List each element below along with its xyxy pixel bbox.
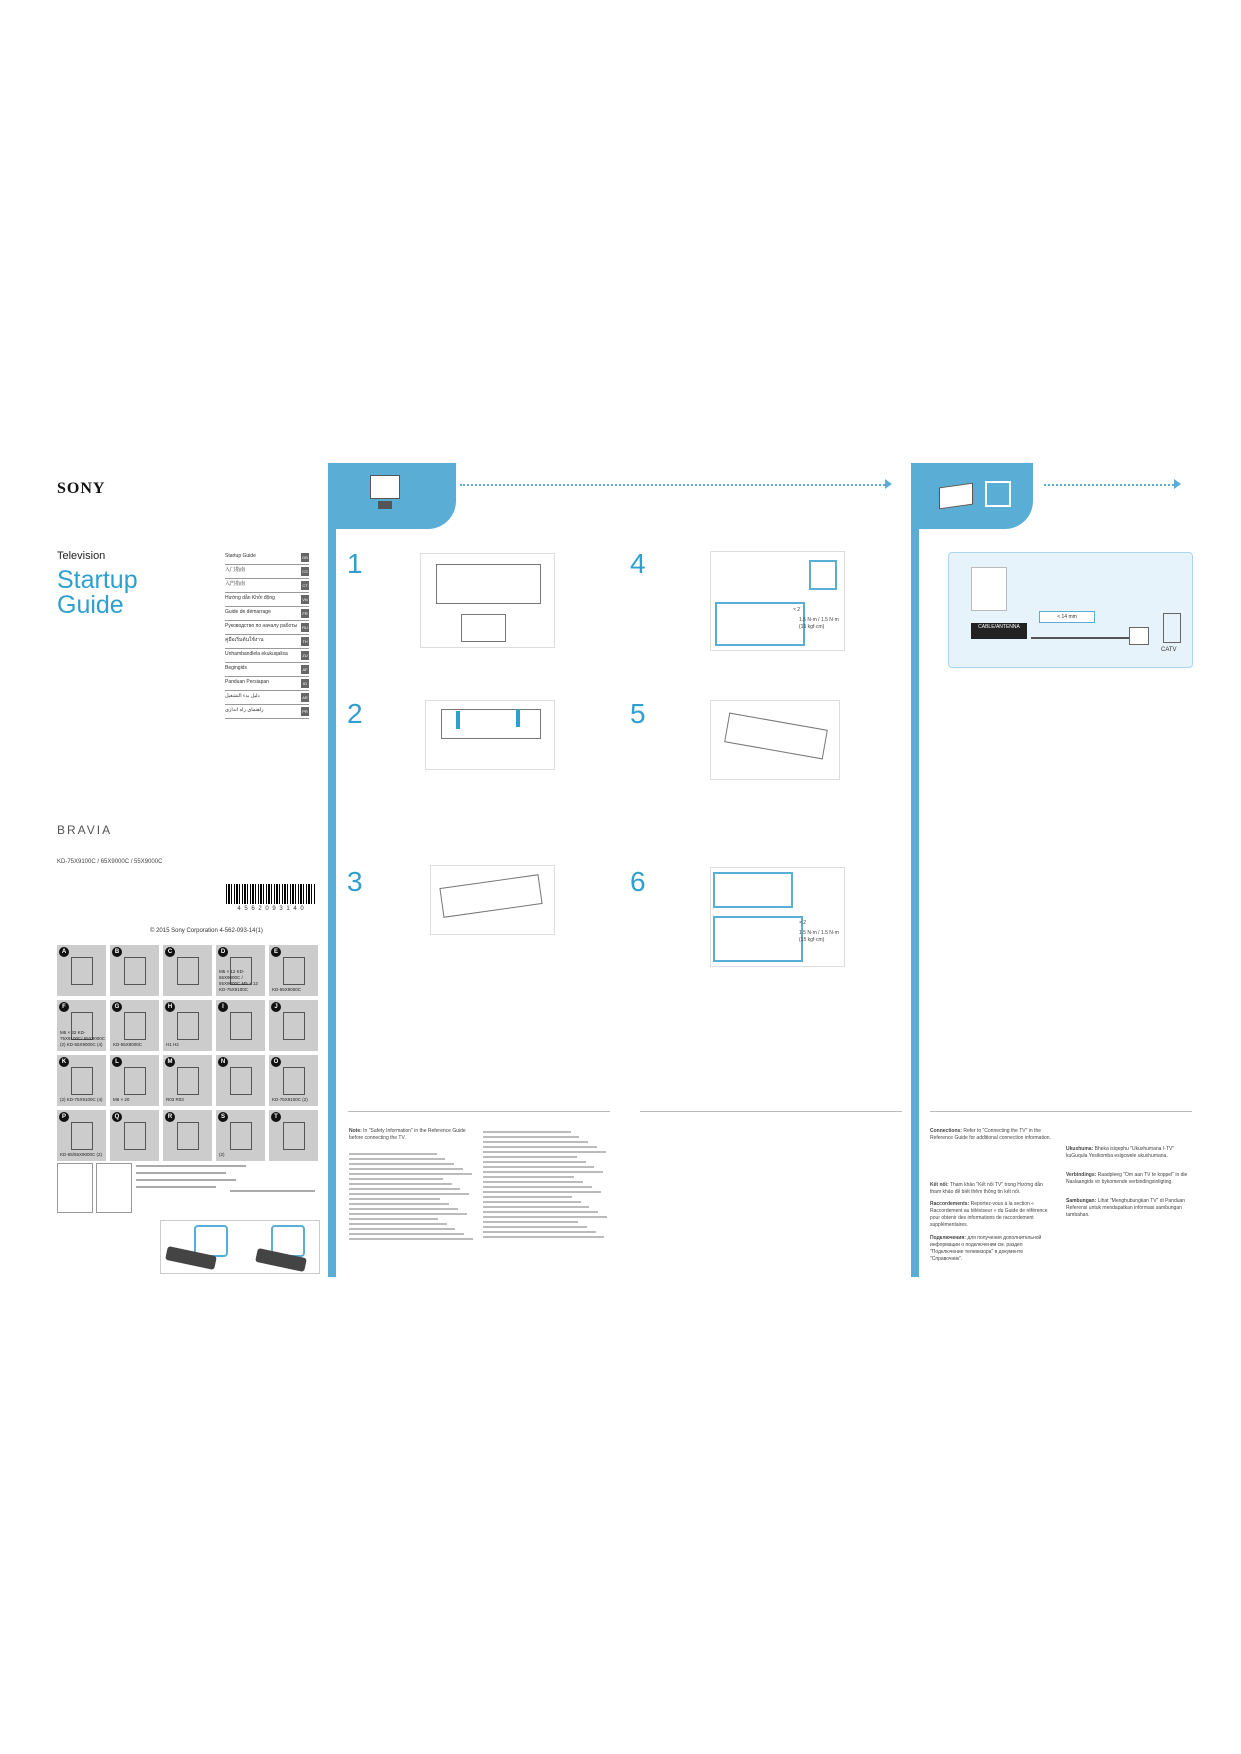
multilingual-notes [483, 1128, 608, 1241]
text-line [483, 1191, 601, 1193]
step-number: 5 [630, 698, 646, 729]
part-illustration [283, 957, 305, 985]
tv-panel-shape [724, 713, 828, 760]
language-item [225, 565, 309, 579]
text-line [483, 1156, 577, 1158]
text-line [483, 1186, 592, 1188]
language-label: 入門指南 [225, 581, 246, 587]
text-line [483, 1181, 583, 1183]
language-code-badge: VN [302, 597, 308, 602]
step-number: 2 [347, 698, 363, 729]
language-code-badge: AF [302, 667, 308, 672]
podkl-body: для получения дополнительной информации о подключении см. раздел "Подключение телевизора" в документе "Справочник". [930, 1235, 1042, 1262]
part-cell [57, 1055, 106, 1106]
raccordements-label: Raccordements: [930, 1201, 970, 1207]
catv-label: CATV [1161, 647, 1177, 653]
connection-diagram [948, 552, 1193, 668]
progress-dots [460, 484, 885, 486]
step-4-illustration [710, 551, 845, 651]
model-numbers: KD-75X9100C / 65X9000C / 55X9000C [57, 859, 163, 865]
language-code-badge: GB [302, 555, 308, 560]
part-letter-badge: Q [112, 1112, 122, 1122]
text-line [483, 1166, 594, 1168]
text-line [483, 1146, 597, 1148]
arrow-right-icon [885, 479, 892, 489]
language-code-badge: FR [302, 611, 308, 616]
house-antenna-icon [985, 481, 1011, 507]
ketnoi-note [930, 1182, 1055, 1196]
part-cell [269, 1055, 318, 1106]
torque-spec: 1.5 N·m / 1.5 N·m {15 kgf·cm} [799, 617, 839, 630]
down-arrow-icon [456, 711, 460, 729]
part-cell [163, 1110, 212, 1161]
section-header [911, 463, 1033, 529]
language-code-badge: CT [302, 583, 308, 588]
text-line [483, 1216, 607, 1218]
title-line-2: Guide [57, 591, 124, 619]
podkl-label: Подключения: [930, 1235, 966, 1241]
language-item [225, 621, 309, 635]
part-letter-badge: J [271, 1002, 281, 1012]
language-label: Begingids [225, 665, 247, 671]
part-illustration [283, 1012, 305, 1040]
part-note: KD-65/55X9000C (2) [60, 1152, 103, 1157]
part-note: M6 × 20 [113, 1097, 130, 1102]
ukuxhuma-label: Ukuxhuma: [1066, 1146, 1094, 1152]
language-item [225, 579, 309, 593]
language-item [225, 607, 309, 621]
language-code-badge: ID [303, 681, 307, 686]
sambungan-body: Lihat "Menghubungkan TV" di Panduan Referensi untuk mendapatkan informasi sambungan tambahan. [1066, 1198, 1186, 1218]
part-note: H1 H2 [166, 1042, 179, 1047]
part-letter-badge: L [112, 1057, 122, 1067]
text-line [483, 1231, 596, 1233]
text-line [483, 1201, 581, 1203]
language-label: راهنمای راه اندازی [225, 707, 264, 713]
part-note: (2) KD-75X9100C (4) [60, 1097, 103, 1102]
language-label: 入门指南 [225, 567, 246, 573]
language-label: Hướng dẫn Khởi động [225, 595, 275, 601]
text-line [483, 1236, 604, 1238]
detail-callout [713, 872, 793, 908]
language-code-badge: TH [302, 639, 308, 644]
step-1-illustration [420, 553, 555, 648]
text-line [349, 1168, 463, 1170]
stand-base-icon [378, 501, 392, 509]
barcode [226, 884, 316, 904]
part-letter-badge: B [112, 947, 122, 957]
language-item [225, 691, 309, 705]
text-line [483, 1131, 571, 1133]
text-line [136, 1172, 226, 1174]
text-line [349, 1238, 473, 1240]
title-line-1: Startup [57, 566, 138, 594]
sony-logo: SONY [57, 480, 106, 497]
tv-panel-shape [439, 874, 542, 918]
part-cell [269, 1000, 318, 1051]
text-line [349, 1158, 445, 1160]
part-note: KD-55X9000C [272, 987, 302, 992]
part-letter-badge: O [271, 1057, 281, 1067]
parts-grid [57, 945, 319, 1161]
text-line [349, 1198, 440, 1200]
verbindings-note [1066, 1172, 1191, 1186]
part-illustration [177, 1067, 199, 1095]
part-cell [163, 1055, 212, 1106]
document-thumbnail [96, 1163, 132, 1213]
step-5-illustration [710, 700, 840, 780]
sambungan-label: Sambungan: [1066, 1198, 1097, 1204]
antenna-icon [1163, 613, 1181, 643]
part-cell [57, 945, 106, 996]
part-note: KD-55X9000C [113, 1042, 143, 1047]
text-line [349, 1188, 460, 1190]
text-line [349, 1223, 447, 1225]
note-text [349, 1128, 474, 1142]
part-illustration [177, 957, 199, 985]
part-illustration [177, 1012, 199, 1040]
torque-spec: 1.5 N·m / 1.5 N·m {15 kgf·cm} [799, 930, 839, 943]
detail-box [461, 614, 506, 642]
step-number: 4 [630, 548, 646, 579]
arrow-right-icon [1174, 479, 1181, 489]
part-illustration [283, 1122, 305, 1150]
remote-battery-illustration [160, 1220, 320, 1274]
language-label: Startup Guide [225, 553, 256, 559]
text-line [349, 1163, 454, 1165]
part-cell [216, 1000, 265, 1051]
text-line [349, 1173, 472, 1175]
tv-icon [939, 483, 973, 510]
part-letter-badge: T [271, 1112, 281, 1122]
text-line [483, 1161, 586, 1163]
verbindings-body: Raadpleeg "Om aan TV te koppel" in die Naslaangids vir bykomende verbindingsinligting. [1066, 1172, 1188, 1185]
barcode-number: 4 5 6 2 0 9 3 1 4 0 [237, 906, 305, 912]
part-illustration [283, 1067, 305, 1095]
tv-box-shape [436, 564, 541, 604]
part-illustration [124, 1122, 146, 1150]
part-letter-badge: N [218, 1057, 228, 1067]
detail-callout [715, 602, 805, 646]
text-line [136, 1186, 216, 1188]
step-6-illustration [710, 867, 845, 967]
step-number: 3 [347, 866, 363, 897]
part-cell [110, 1110, 159, 1161]
text-line [483, 1141, 588, 1143]
connections-body: Refer to "Connecting the TV" in the Reference Guide for additional connection information. [930, 1128, 1051, 1141]
text-line [483, 1176, 574, 1178]
antenna-port: CABLE/ANTENNA [971, 623, 1027, 639]
text-line [349, 1153, 437, 1155]
text-line [483, 1171, 603, 1173]
part-letter-badge: E [271, 947, 281, 957]
part-letter-badge: S [218, 1112, 228, 1122]
detail-callout [713, 916, 803, 962]
ketnoi-label: Kết nối: [930, 1182, 949, 1188]
language-item [225, 705, 309, 719]
part-cell [163, 945, 212, 996]
category-label: Television [57, 550, 106, 562]
language-item [225, 663, 309, 677]
part-illustration [124, 957, 146, 985]
part-note: KD-75X9100C (2) [272, 1097, 308, 1102]
part-illustration [230, 1012, 252, 1040]
text-line [483, 1136, 579, 1138]
text-line [136, 1165, 246, 1167]
text-line [349, 1178, 443, 1180]
part-note: R03 R03 [166, 1097, 184, 1102]
connections-label: Connections: [930, 1128, 962, 1134]
divider [640, 1111, 902, 1112]
language-code-badge: PR [302, 709, 308, 714]
step-2-illustration [425, 700, 555, 770]
text-line [136, 1179, 236, 1181]
language-label: Panduan Persiapan [225, 679, 269, 685]
part-note: M5 × 32 KD-75X9100C/ 65X9000C (2) KD-55X9000C (4) [60, 1030, 106, 1047]
part-letter-badge: M [165, 1057, 175, 1067]
text-line [349, 1233, 464, 1235]
text-line [483, 1221, 578, 1223]
part-letter-badge: I [218, 1002, 228, 1012]
document-thumbnail [57, 1163, 93, 1213]
text-line [483, 1196, 572, 1198]
page-title [57, 568, 138, 618]
part-cell [163, 1000, 212, 1051]
section-header [328, 463, 456, 529]
divider [930, 1111, 1192, 1112]
part-illustration [124, 1012, 146, 1040]
part-cell [216, 1055, 265, 1106]
down-arrow-icon [516, 709, 520, 727]
sambungan-note [1066, 1198, 1191, 1219]
part-letter-badge: C [165, 947, 175, 957]
text-line [349, 1228, 455, 1230]
language-item [225, 677, 309, 691]
part-illustration [177, 1122, 199, 1150]
text-line [483, 1211, 598, 1213]
part-letter-badge: R [165, 1112, 175, 1122]
part-letter-badge: K [59, 1057, 69, 1067]
raccordements-note [930, 1201, 1055, 1229]
tv-back-icon [971, 567, 1007, 611]
progress-dots [1044, 484, 1174, 486]
part-cell [269, 1110, 318, 1161]
part-illustration [71, 957, 93, 985]
length-callout: < 14 mm [1039, 611, 1095, 623]
quantity-label: × 2 [793, 607, 801, 613]
step-number: 6 [630, 866, 646, 897]
language-label: คู่มือเริ่มต้นใช้งาน [225, 637, 264, 643]
language-label: Руководство по началу работы [225, 623, 298, 629]
part-cell [216, 1110, 265, 1161]
coax-cable [1031, 637, 1131, 639]
ukuxhuma-note [1066, 1146, 1191, 1160]
bravia-logo: BRAVIA [57, 823, 113, 837]
language-label: دليل بدء التشغيل [225, 693, 260, 699]
part-letter-badge: A [59, 947, 69, 957]
text-line [483, 1206, 589, 1208]
part-letter-badge: G [112, 1002, 122, 1012]
part-letter-badge: P [59, 1112, 69, 1122]
detail-callout [809, 560, 837, 590]
verbindings-label: Verbindings: [1066, 1172, 1097, 1178]
part-cell [269, 945, 318, 996]
language-code-badge: AR [302, 695, 308, 700]
tv-stand-icon [370, 475, 400, 499]
section-band [911, 463, 919, 1277]
connections-note [930, 1128, 1055, 1142]
language-label: Guide de démarrage [225, 609, 271, 615]
part-illustration [71, 1122, 93, 1150]
text-line [349, 1208, 458, 1210]
part-letter-badge: H [165, 1002, 175, 1012]
divider [348, 1111, 610, 1112]
step-number: 1 [347, 548, 363, 579]
part-cell [110, 945, 159, 996]
wall-outlet-icon [1129, 627, 1149, 645]
language-code-badge: ZU [302, 653, 308, 658]
text-line [349, 1218, 438, 1220]
part-note: (2) [219, 1152, 225, 1157]
podkl-note [930, 1235, 1055, 1263]
part-cell [110, 1000, 159, 1051]
language-list [225, 551, 309, 719]
part-letter-badge: D [218, 947, 228, 957]
language-item [225, 593, 309, 607]
ketnoi-body: Tham khảo "Kết nối TV" trong Hướng dẫn tham khảo để biết thêm thông tin kết nối. [930, 1182, 1043, 1195]
raccordements-body: Reportez-vous à la section « Raccordement au téléviseur » du Guide de référence pour obtenir des informations de raccordement supplémentaires. [930, 1201, 1048, 1228]
part-illustration [71, 1067, 93, 1095]
text-line [483, 1226, 587, 1228]
language-item [225, 635, 309, 649]
language-item [225, 649, 309, 663]
text-line [349, 1183, 452, 1185]
note-label: Note: [349, 1128, 362, 1134]
text-line [349, 1213, 467, 1215]
copyright: © 2015 Sony Corporation 4-562-093-14(1) [150, 928, 263, 934]
text-line [349, 1203, 449, 1205]
part-cell [57, 1000, 106, 1051]
part-illustration [230, 1122, 252, 1150]
language-label: Unhambandlela ekukuqalisa [225, 651, 288, 657]
note-body: In "Safety Information" in the Reference Guide before connecting the TV. [349, 1128, 466, 1141]
ukuxhuma-body: Bheka isiqephu "Ukuxhumana I-TV" kuGuqula Yesikomba esigcwele ukuxhumana. [1066, 1146, 1175, 1159]
part-cell [216, 945, 265, 996]
text-line [349, 1193, 469, 1195]
language-code-badge: CS [302, 569, 308, 574]
part-letter-badge: F [59, 1002, 69, 1012]
part-note: M5 × 12 KD-65X9000C / 55X9000C M5 × 12 KD-75X9100C [219, 969, 258, 992]
quantity-label: × 2 [799, 920, 807, 926]
multilingual-notes [349, 1150, 474, 1243]
section-band [328, 463, 336, 1277]
language-code-badge: RU [302, 625, 308, 630]
part-cell [57, 1110, 106, 1161]
part-illustration [124, 1067, 146, 1095]
language-item [225, 551, 309, 565]
text-line [230, 1190, 315, 1192]
part-cell [110, 1055, 159, 1106]
step-3-illustration [430, 865, 555, 935]
part-illustration [230, 1067, 252, 1095]
text-line [483, 1151, 606, 1153]
